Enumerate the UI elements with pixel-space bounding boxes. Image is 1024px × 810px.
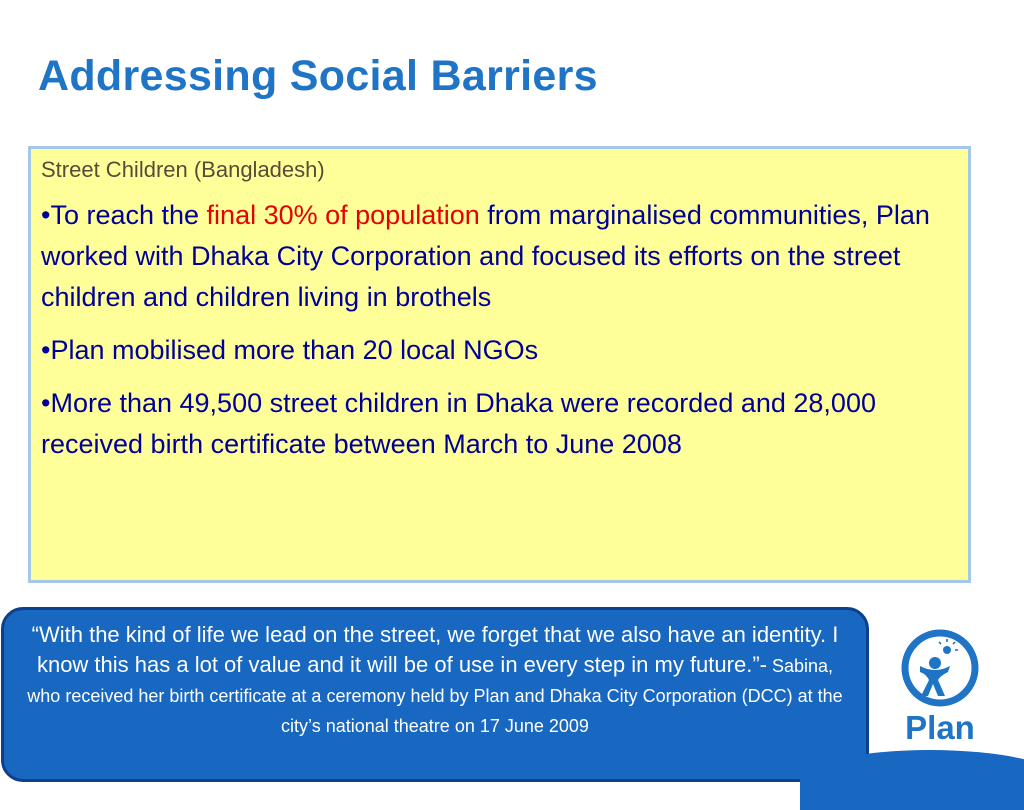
bullet-children-recorded: •More than 49,500 street children in Dhaka were recorded and 28,000 received birth certificate between March to June 2008 — [41, 388, 876, 459]
bullet-text: from marginalised communities, Plan worked with Dhaka City Corporation and focused its efforts on the street children and children living in brothels — [41, 200, 930, 312]
plan-child-sun-icon — [890, 628, 990, 712]
plan-logo — [890, 628, 990, 748]
decorative-swoosh — [800, 750, 1024, 810]
bullet-text: •To reach the — [41, 200, 207, 230]
bullet-reach-population — [41, 195, 958, 318]
quote-text: “With the kind of life we lead on the street, we forget that we also have an identity. I know this has a lot of value and it will be of use in every step in my future.”- — [31, 622, 839, 677]
plan-logo-text: Plan — [905, 709, 975, 746]
content-box — [28, 146, 971, 583]
slide-title: Addressing Social Barriers — [38, 52, 598, 100]
bullet-ngos: •Plan mobilised more than 20 local NGOs — [41, 335, 539, 365]
highlight-text: final 30% of population — [206, 200, 480, 230]
quote-attribution: Sabina, who received her birth certificate at a ceremony held by Plan and Dhaka City Corporation (DCC) at the city’s national theatre on 17 June 2009 — [27, 656, 843, 736]
quote-box — [1, 607, 869, 782]
subheading: Street Children (Bangladesh) — [41, 157, 325, 182]
